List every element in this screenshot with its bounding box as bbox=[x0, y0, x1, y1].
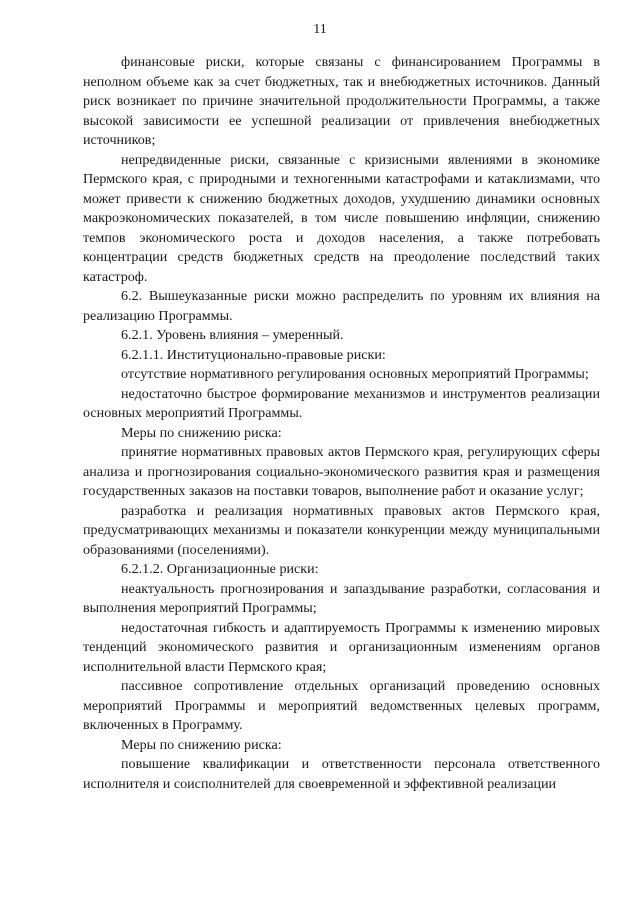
paragraph-slow-mechanisms: недостаточно быстрое формирование механизмов и инструментов реализации основных мероприятий Программы. bbox=[83, 385, 600, 421]
paragraph-unforeseen-risks: непредвиденные риски, связанные с кризисными явлениями в экономике Пермского края, с природными и техногенными катастрофами и катаклизмами, что может привести к снижению бюджетных доходов, ухудшению динамики основных макроэкономических показателей, в том числе повышению инфляции, снижению темпов экономического роста и доходов населения, а также потребовать концентрации средств бюджетных средств на преодоление последствий таких катастроф. bbox=[83, 151, 600, 285]
page-number: 11 bbox=[313, 22, 327, 37]
paragraph-financial-risks: финансовые риски, которые связаны с финансированием Программы в неполном объеме как за счет бюджетных, так и внебюджетных источников. Данный риск возникает по причине значительной продолжительности Программы, а также высокой зависимости ее успешной реализации от привлечения внебюджетных источников; bbox=[83, 54, 600, 148]
paragraph-6-2-1-2: 6.2.1.2. Организационные риски: bbox=[121, 561, 319, 577]
paragraph-passive-resistance: пассивное сопротивление отдельных организаций проведению основных мероприятий Программы и мероприятий ведомственных целевых программ, включенных в Программу. bbox=[83, 678, 600, 733]
document-body bbox=[83, 53, 600, 794]
paragraph-measures-heading: Меры по снижению риска: bbox=[121, 424, 282, 441]
paragraph-adopt-acts: принятие нормативных правовых актов Пермского края, регулирующих сферы анализа и прогнозирования социально-экономического развития края и размещения государственных заказов на поставки товаров, выполнение работ и оказание услуг; bbox=[83, 444, 600, 499]
paragraph-outdated-forecasting: неактуальность прогнозирования и запаздывание разработки, согласования и выполнения мероприятий Программы; bbox=[83, 580, 600, 616]
paragraph-6-2-1: 6.2.1. Уровень влияния – умеренный. bbox=[121, 327, 344, 343]
paragraph-develop-acts: разработка и реализация нормативных правовых актов Пермского края, предусматривающих механизмы и показатели конкуренции между муниципальными образованиями (поселениями). bbox=[83, 502, 600, 558]
paragraph-no-regulation: отсутствие нормативного регулирования основных мероприятий Программы; bbox=[121, 366, 589, 382]
paragraph-6-2-1-1: 6.2.1.1. Институционально-правовые риски: bbox=[121, 346, 386, 363]
paragraph-insufficient-flexibility: недостаточная гибкость и адаптируемость Программы к изменению мировых тенденций экономического развития и организационным изменениям органов исполнительной власти Пермского края; bbox=[83, 619, 600, 675]
paragraph-qualification: повышение квалификации и ответственности персонала ответственного исполнителя и соисполнителей для своевременной и эффективной реализации bbox=[83, 756, 600, 792]
paragraph-6-2: 6.2. Вышеуказанные риски можно распределить по уровням их влияния на реализацию Программы. bbox=[83, 288, 600, 324]
paragraph-measures-heading-2: Меры по снижению риска: bbox=[121, 736, 282, 753]
